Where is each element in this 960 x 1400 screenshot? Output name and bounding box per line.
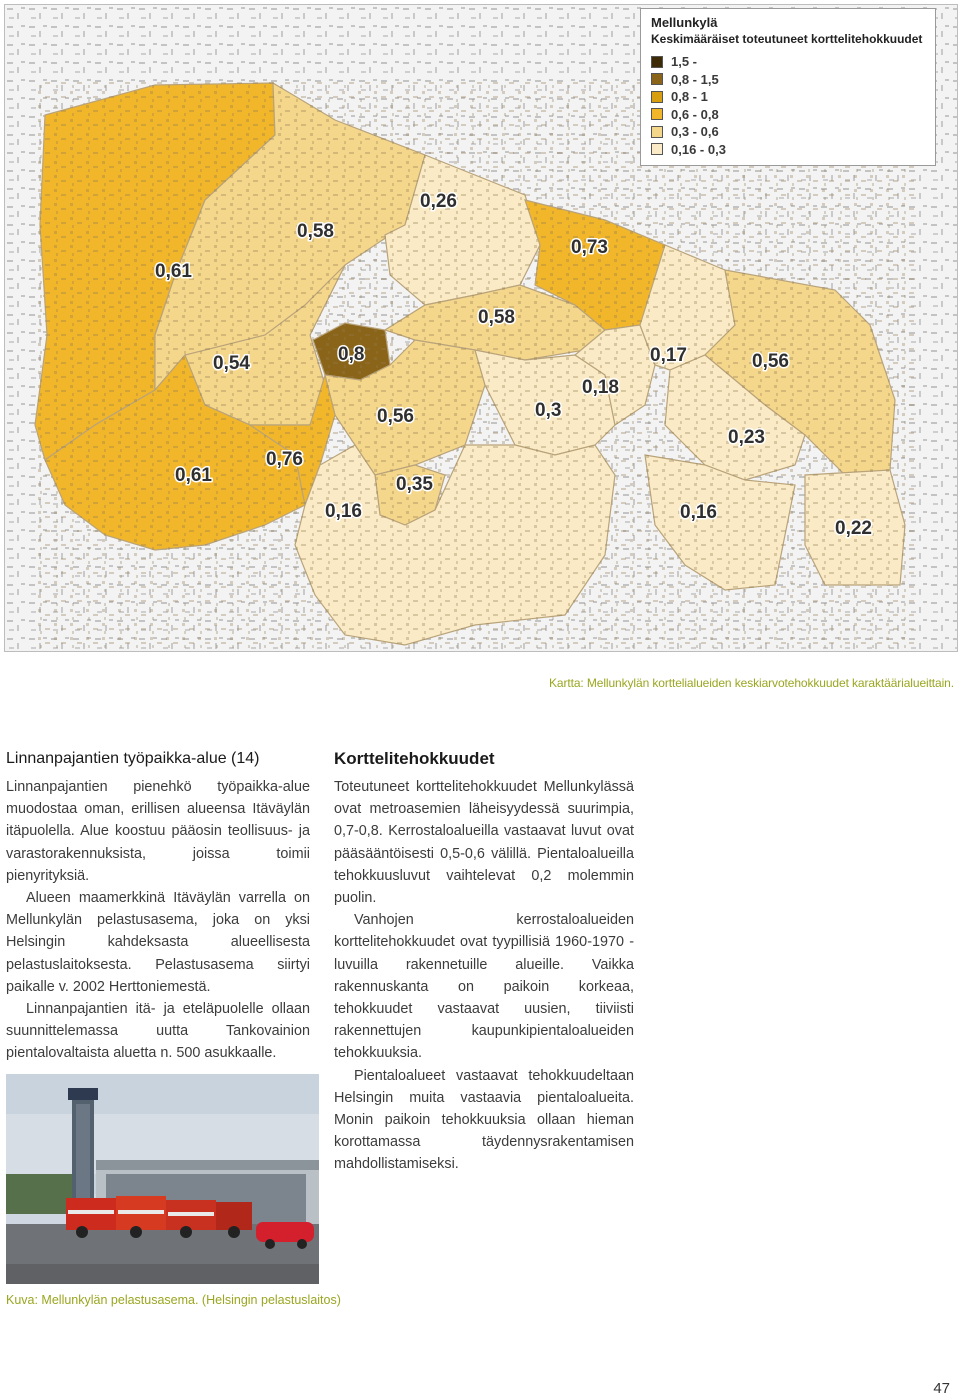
legend-label: 1,5 - <box>671 54 698 70</box>
legend-title: Mellunkylä <box>651 15 718 30</box>
legend-swatch <box>651 56 663 68</box>
legend-label: 0,16 - 0,3 <box>671 141 726 157</box>
right-column <box>334 748 634 1176</box>
paragraph: Pientaloalueet vastaavat tehokkuudeltaan Helsingin muita vastaavia pientaloalueita. Monin paikoin tehokkuuksia ollaan hieman korottamassa täydennysrakentamisen mahdollistamiseksi. <box>334 1067 634 1173</box>
map-label: 0,3 <box>535 400 562 421</box>
legend-item <box>651 106 925 124</box>
legend-label: 0,3 - 0,6 <box>671 124 719 140</box>
map-label: 0,16 <box>680 502 717 523</box>
paragraph: Vanhojen kerrostaloalueiden korttelitehokkuudet ovat tyypillisiä 1960-1970 -luvuilla rakennetuille alueille. Vaikka rakennuskanta on paikoin korkeaa, tehokkuudet vastaavat uusien, tiiviisti rakennettujen kaupunkipientaloalueiden tehokkuuksia. <box>334 912 634 1062</box>
legend-label: 0,6 - 0,8 <box>671 106 719 122</box>
legend-swatch <box>651 91 663 103</box>
map-label: 0,18 <box>582 377 619 398</box>
legend-swatch <box>651 126 663 138</box>
map-label: 0,23 <box>728 427 765 448</box>
left-column <box>6 748 310 1065</box>
page-number: 47 <box>933 1380 950 1397</box>
legend-item <box>651 141 925 159</box>
legend-subtitle: Keskimääräiset toteutuneet korttelitehokkuudet <box>651 32 923 46</box>
legend-swatch <box>651 73 663 85</box>
paragraph: Alueen maamerkkinä Itäväylän varrella on Mellunkylän pelastusasema, joka on yksi Helsingin kahdeksasta alueellisesta pelastuslaitoksesta. Pelastusasema siirtyi paikalle v. 2002 Herttoniemestä. <box>6 890 310 995</box>
photo-caption: Kuva: Mellunkylän pelastusasema. (Helsingin pelastuslaitos) <box>6 1293 341 1307</box>
paragraph: Linnanpajantien pienehkö työpaikka-alue muodostaa oman, erillisen alueensa Itäväylän itäpuolella. Alue koostuu pääosin teollisuus- ja varastorakennuksista, joissa toimii pienyrityksiä. <box>6 779 310 884</box>
legend-label: 0,8 - 1 <box>671 89 708 105</box>
map-label: 0,17 <box>650 345 687 366</box>
map-label: 0,56 <box>377 406 414 427</box>
paragraph: Linnanpajantien itä- ja eteläpuolelle ollaan suunnittelemassa uutta Tankovainion pientalovaltaista aluetta n. 500 asukkaalle. <box>6 1001 310 1062</box>
map-label: 0,58 <box>478 307 515 328</box>
map-caption: Kartta: Mellunkylän korttelialueiden keskiarvotehokkuudet karaktäärialueittain. <box>549 676 954 690</box>
section-heading-linnanpajantie: Linnanpajantien työpaikka-alue (14) <box>6 750 260 767</box>
paragraph: Toteutuneet korttelitehokkuudet Mellunkylässä ovat metroasemien läheisyydessä suurimpia, 0,7-0,8. Kerrostaloalueilla vastaavat luvut ovat pääsääntöisesti 0,5-0,6 välillä. Pientaloalueilla tehokkuusluvut vaihtelevat 0,2 molemmin puolin. <box>334 779 634 907</box>
map-label: 0,16 <box>325 501 362 522</box>
map-label: 0,58 <box>297 221 334 242</box>
map-label: 0,22 <box>835 518 872 539</box>
map-legend <box>640 8 936 166</box>
map-label: 0,76 <box>266 449 303 470</box>
legend-item <box>651 53 925 71</box>
fire-station-photo <box>6 1074 319 1284</box>
map-label: 0,56 <box>752 351 789 372</box>
legend-label: 0,8 - 1,5 <box>671 71 719 87</box>
photo-graphic <box>6 1074 319 1284</box>
map-label: 0,35 <box>396 474 433 495</box>
legend-swatch <box>651 108 663 120</box>
map-label: 0,26 <box>420 191 457 212</box>
map-label: 0,61 <box>175 465 212 486</box>
legend-item <box>651 88 925 106</box>
map-label: 0,8 <box>338 344 365 365</box>
legend-swatch <box>651 143 663 155</box>
map-label: 0,73 <box>571 237 608 258</box>
map-label: 0,54 <box>213 353 250 374</box>
section-heading-korttelitehokkuudet: Korttelitehokkuudet <box>334 749 495 768</box>
legend-item <box>651 71 925 89</box>
map-label: 0,61 <box>155 261 192 282</box>
legend-item <box>651 123 925 141</box>
